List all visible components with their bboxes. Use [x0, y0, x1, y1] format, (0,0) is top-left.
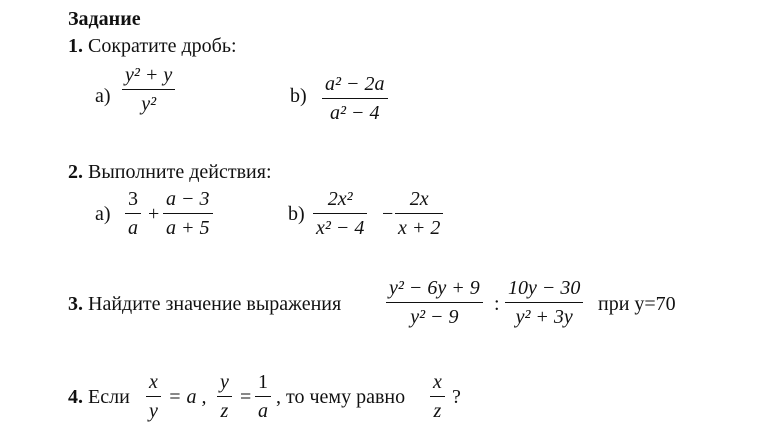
task-3-operator: : [494, 293, 500, 315]
task-2b-fraction-1 [313, 189, 367, 238]
page-heading: Задание [68, 8, 141, 30]
fraction-numerator: 2x [409, 188, 429, 210]
fraction-denominator: z [220, 400, 229, 423]
task-4-fraction-x-over-y [146, 372, 161, 421]
task-4-equation-1-rhs: = a , [168, 386, 207, 408]
fraction-numerator: y² + y [125, 64, 173, 86]
task-2-text: Выполните действия: [88, 161, 272, 183]
task-3-condition: при y=70 [598, 293, 676, 315]
task-3-number: 3. [68, 293, 83, 315]
fraction-denominator: y² [141, 93, 157, 116]
fraction-numerator: y [220, 371, 229, 393]
task-4-question-mark: ? [452, 386, 461, 408]
task-4-number: 4. [68, 386, 83, 408]
fraction-denominator: y [149, 400, 158, 423]
fraction-numerator: 3 [128, 188, 138, 210]
task-1-text: Сократите дробь: [88, 35, 237, 57]
task-1-number: 1. [68, 35, 83, 57]
fraction-denominator: a [258, 400, 268, 423]
fraction-denominator: a + 5 [166, 217, 210, 240]
task-2a-operator: + [148, 203, 160, 225]
task-4-text: Если [88, 386, 130, 408]
task-2a-fraction-2 [163, 189, 213, 238]
task-1b-label: b) [290, 85, 307, 107]
task-2-prompt [68, 161, 272, 184]
fraction-numerator: 1 [258, 371, 268, 393]
task-4-question: , то чему равно [276, 386, 406, 408]
task-4-fraction-x-over-z [430, 372, 445, 421]
task-2-number: 2. [68, 161, 83, 183]
task-2b-label: b) [288, 203, 305, 225]
fraction-numerator: a² − 2a [325, 73, 385, 95]
task-3-fraction-1 [386, 278, 483, 327]
task-4-fraction-1-over-a [255, 372, 271, 421]
fraction-denominator: a² − 4 [330, 102, 380, 125]
task-1a-label: a) [95, 85, 111, 107]
task-3-text: Найдите значение выражения [88, 293, 342, 315]
task-2b-operator: − [382, 203, 394, 225]
task-1-prompt [68, 35, 237, 58]
task-3-fraction-2 [505, 278, 583, 327]
fraction-numerator: a − 3 [166, 188, 210, 210]
task-1a-fraction [122, 65, 175, 114]
fraction-numerator: 2x² [327, 188, 353, 210]
task-3-prompt [68, 293, 341, 316]
task-4-equals-sign: = [240, 386, 252, 408]
fraction-denominator: y² + 3y [515, 306, 573, 329]
fraction-numerator: 10y − 30 [508, 277, 581, 299]
fraction-numerator: x [149, 371, 158, 393]
fraction-denominator: x + 2 [398, 217, 441, 240]
fraction-denominator: a [128, 217, 138, 240]
task-2b-fraction-2 [395, 189, 443, 238]
task-4-fraction-y-over-z [217, 372, 232, 421]
fraction-numerator: x [433, 371, 442, 393]
fraction-numerator: y² − 6y + 9 [389, 277, 480, 299]
task-2a-fraction-1 [125, 189, 141, 238]
task-4-prompt [68, 386, 130, 409]
task-1b-fraction [322, 74, 388, 123]
fraction-denominator: x² − 4 [316, 217, 365, 240]
fraction-denominator: z [433, 400, 442, 423]
task-2a-label: a) [95, 203, 111, 225]
fraction-denominator: y² − 9 [410, 306, 459, 329]
